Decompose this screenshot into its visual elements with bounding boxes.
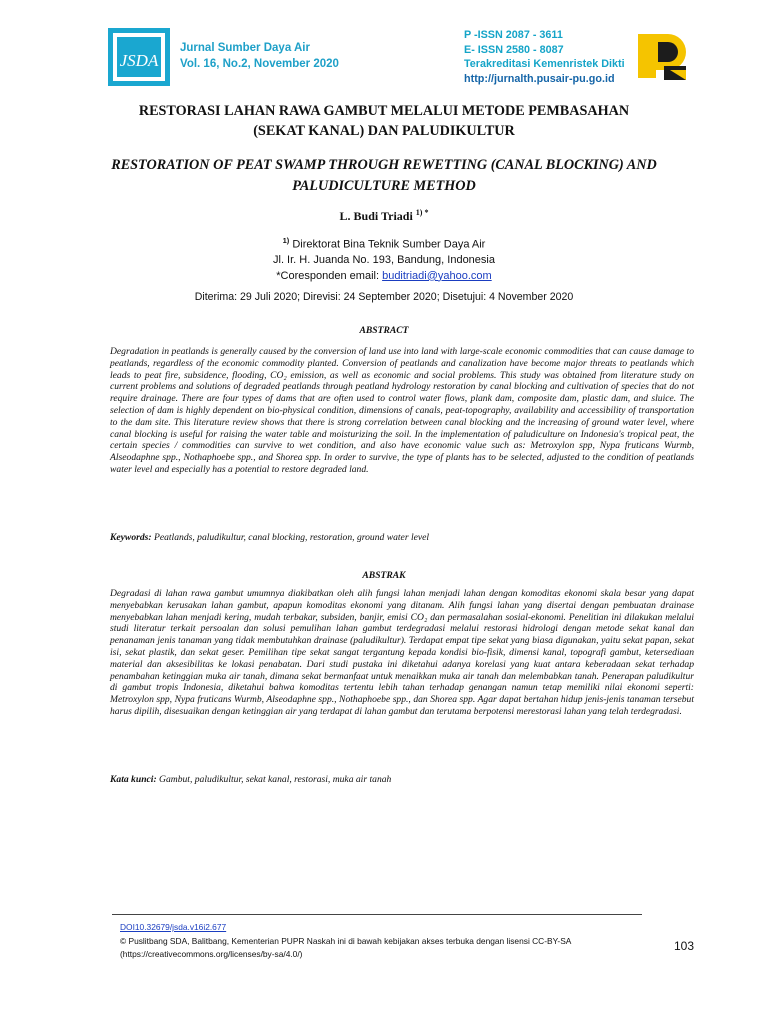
title-id-line-2: (SEKAT KANAL) DAN PALUDIKULTUR: [253, 123, 515, 139]
abstract-heading: ABSTRACT: [359, 325, 409, 336]
abstract-text: Degradation in peatlands is generally caused by the conversion of land use into land with large-scale economic commodities that can cause damage to peatlands, regardless of the economic commodity planted. Conversion of peatlands and canalization have become major threats to peatlands which leads to peat fire, subsidence, flooding, CO₂ emission, as well as economic and social problems. This study was obtained from literature study on current problems and solutions of degraded peatlands through peatland hydrology restoration by canal blocking and cultivation of species that do not require drainage. There are four types of dams that are often used to control water flows, plank dam, composite dam, plastic dam, and sluice. The selection of dam is highly dependent on bio-physical condition, dimensions of canals, peat-topography, availability and accessibility of transportation to the dam site. This literature review shows that there is strong correlation between canal blocking and the increasing of ground water level, where canal blocking is useful for raising the water table and moisturizing the soil. In the implementation of paludiculture on Indonesia's tropical peat, the certain species / commodities can survive to wet condition, and also have economic value such as: Metroxylon spp, Nypa fruticans Wurmb, Alseodaphne spp., Nothaphoebe spp., and Shorea spp. In order to survive, the type of plants has to be selected, adjusted to the condition of peatlands water level and especially has a potential to restore degraded land.: [110, 346, 694, 475]
submission-dates: Diterima: 29 Juli 2020; Direvisi: 24 September 2020; Disetujui: 4 November 2020: [194, 291, 574, 303]
abstrak-text: Degradasi di lahan rawa gambut umumnya diakibatkan oleh alih fungsi lahan menjadi lahan dengan komoditas ekonomi skala besar yang dapat menyebabkan kerusakan lahan gambut, apapun komoditas ekonomi yang ditanam. Alih fungsi lahan yang disertai dengan pembuatan drainase menyebabkan lahan menjadi kering, mudah terbakar, subsiden, banjir, emisi CO₂ dan permasalahan sosial-ekonomi. Penelitian ini dilakukan melalui studi literatur terkait persoalan dan solusi pemulihan lahan gambut terdegradasi melalui restorasi hidrologi dengan metode sekat kanal dan penanaman jenis tanaman yang tidak membutuhkan drainase (paludikultur). Terdapat empat tipe sekat yang biasa digunakan, yaitu sekat papan, sekat isi, sekat plastik, dan sekat geser. Pemilihan tipe sekat sangat tergantung kepada kondisi bio-fisik, dimensi kanal, topografi gambut, ketersediaan material dan aksesibilitas ke lokasi penabatan. Dari studi pustaka ini diketahui adanya korelasi yang kuat antara keberadaan sekat terhadap penambahan ketinggian muka air tanah, dimana sekat bermanfaat untuk menaikkan muka air tanah dan melembabkan tanah. Penerapan paludikultur di gambut tropis Indonesia, diketahui bahwa komoditas tertentu lebih tahan terhadap genangan namun tetap memiliki nilai ekonomi seperti: Metroxylon spp, Nypa fruticans Wurmb, Alseodaphne spp., Nothaphoebe spp., dan Shorea spp. Agar dapat bertahan hidup jenis-jenis tanaman tersebut harus dipilih, disesuaikan dengan ketinggian air yang terdapat di lahan gambut dan terutama berpotensi merestorasi lahan yang telah terdegradasi.: [110, 588, 694, 717]
affiliation-block: [0, 233, 768, 284]
journal-url[interactable]: http://jurnalth.pusair-pu.go.id: [464, 72, 615, 85]
license-url[interactable]: (https://creativecommons.org/licenses/by-sa/4.0/): [120, 949, 303, 959]
title-indonesian: [0, 101, 768, 141]
keywords-line: [110, 532, 694, 543]
journal-volume: Vol. 16, No.2, November 2020: [180, 58, 339, 70]
keywords-label: Keywords:: [110, 532, 152, 543]
accreditation: Terakreditasi Kemenristek Dikti: [464, 58, 625, 71]
page-number: 103: [674, 939, 695, 953]
katakunci-line: [110, 774, 694, 785]
katakunci-text: Gambut, paludikultur, sekat kanal, restorasi, muka air tanah: [156, 774, 392, 785]
journal-name: Jurnal Sumber Daya Air: [180, 42, 310, 54]
jsda-logo: [108, 28, 170, 86]
author: [0, 208, 768, 224]
copyright-notice: © Puslitbang SDA, Balitbang, Kementerian PUPR Naskah ini di bawah kebijakan akses terbuka dengan lisensi CC-BY-SA: [120, 935, 572, 946]
doi-link[interactable]: DOI10.32679/jsda.v16i2.677: [120, 922, 227, 932]
correspondence-label: *Coresponden email:: [276, 269, 383, 282]
journal-info: [180, 40, 339, 72]
katakunci-label: Kata kunci:: [110, 774, 157, 785]
author-superscript: 1) *: [415, 208, 429, 217]
author-name: L. Budi Triadi: [339, 209, 413, 223]
abstrak-heading: ABSTRAK: [362, 570, 406, 581]
footer: [120, 921, 571, 962]
title-en-line-2: PALUDICULTURE METHOD: [292, 178, 476, 194]
logo-lettering: JSDA: [119, 51, 159, 70]
affiliation-superscript: 1): [282, 236, 290, 245]
title-english: [0, 155, 768, 197]
title-id-line-1: RESTORASI LAHAN RAWA GAMBUT MELALUI METODE PEMBASAHAN: [138, 103, 630, 119]
p-issn: P -ISSN 2087 - 3611: [464, 29, 563, 41]
e-issn: E- ISSN 2580 - 8087: [464, 43, 564, 56]
address: Jl. Ir. H. Juanda No. 193, Bandung, Indonesia: [273, 254, 495, 267]
pupr-logo: [634, 26, 690, 86]
issn-info: [464, 28, 625, 86]
affiliation: Direktorat Bina Teknik Sumber Daya Air: [292, 238, 486, 251]
keywords-text: Peatlands, paludikultur, canal blocking, restoration, ground water level: [151, 532, 430, 543]
title-en-line-1: RESTORATION OF PEAT SWAMP THROUGH REWETTING (CANAL BLOCKING) AND: [111, 157, 657, 173]
email-link[interactable]: buditriadi@yahoo.com: [382, 269, 492, 282]
